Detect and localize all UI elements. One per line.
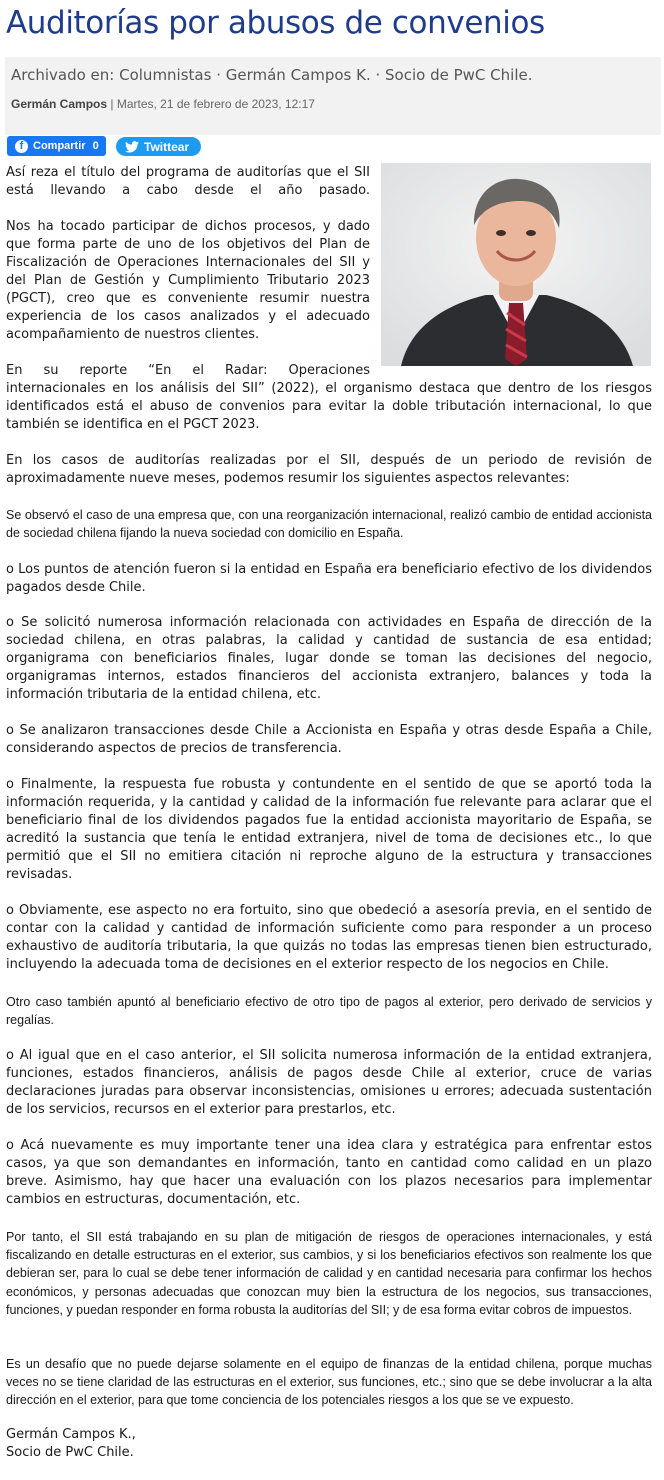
publish-date: Martes, 21 de febrero de 2023, 12:17 xyxy=(116,97,315,111)
paragraph-9: o Finalmente, la respuesta fue robusta y contundente en el sentido de que se aportó toda la información requerida, y la cantidad y calidad de la información fue relevante para aclarar que el beneficiario final de los dividendos pagados fue la entidad accionista mayoritario de España, se acreditó la sustancia que tenía le entidad extranjera, nivel de toma de decisiones etc., lo que permitió que el SII no emitiera citación ni reproche alguno de la estructura y transacciones revisadas. xyxy=(6,777,652,882)
twitter-share-label: Twittear xyxy=(144,139,190,154)
paragraph-13: o Acá nuevamente es muy importante tener una idea clara y estratégica para enfrentar estos casos, ya que son demandantes en información, tanto en cantidad como calidad en un plazo breve. Asimismo, hay que hacer una evaluación con los plazos necesarios para implementar cambios en estructuras, documentación, etc. xyxy=(6,1138,652,1207)
paragraph-11: Otro caso también apuntó al beneficiario efectivo de otro tipo de pagos al exterior, pero derivado de servicios y regalías. xyxy=(6,995,652,1028)
signature-role: Socio de PwC Chile. xyxy=(6,1445,134,1460)
paragraph-8: o Se analizaron transacciones desde Chile a Accionista en España y otras desde España a Chile, considerando aspectos de precios de transferencia. xyxy=(6,723,652,756)
paragraph-10: o Obviamente, ese aspecto no era fortuito, sino que obedeció a asesoría previa, en el sentido de contar con la calidad y cantidad de información suficiente como para responder a un proceso exhaustivo de auditoría tributaria, la que quizás no todas las empresas tienen bien estructurado, incluyendo la adecuada toma de decisiones en el exterior respecto de los negocios en Chile. xyxy=(6,903,652,972)
twitter-bird-icon xyxy=(125,141,139,153)
facebook-share-label: Compartir xyxy=(33,140,86,152)
author-name[interactable]: Germán Campos xyxy=(11,97,108,111)
paragraph-2: Nos ha tocado participar de dichos procesos, y dado que forma parte de uno de los objetivos del Plan de Fiscalización de Operaciones Internacionales del SII y del Plan de Gestión y Cumplimiento Tributario 2023 (PGCT), creo que es conveniente resumir nuestra experiencia de los casos analizados y el adecuado acompañamiento de nuestros clientes. xyxy=(6,219,370,342)
facebook-icon: f xyxy=(15,140,28,153)
byline: Germán Campos | Martes, 21 de febrero de 2023, 12:17 xyxy=(11,97,315,111)
facebook-share-button[interactable] xyxy=(7,136,106,156)
page-title: Auditorías por abusos de convenios xyxy=(6,5,545,41)
paragraph-3b: internacionales en los análisis del SII” (2022), el organismo destaca que dentro de los riesgos identificados está el abuso de convenios para evitar la doble tributación internacional, lo que también se identifica en el PGCT 2023. xyxy=(6,381,652,432)
archive-categories[interactable]: Archivado en: Columnistas · Germán Campos K. · Socio de PwC Chile. xyxy=(11,66,533,84)
paragraph-1: Así reza el título del programa de auditorías que el SII está llevando a cabo desde el año pasado. xyxy=(6,165,370,198)
author-photo xyxy=(381,163,651,366)
paragraph-15: Es un desafío que no puede dejarse solamente en el equipo de finanzas de la entidad chilena, porque muchas veces no se tiene claridad de las estructuras en el exterior, sus funciones, etc.; sino que se debe involucrar a la alta dirección en el exterior, para que tome conciencia de los potenciales riesgos a los que se ve expuesto. xyxy=(6,1357,652,1408)
paragraph-14: Por tanto, el SII está trabajando en su plan de mitigación de riesgos de operaciones internacionales, y está fiscalizando en detalle estructuras en el exterior, sus cambios, y si los beneficiarios efectivos son realmente los que debieran ser, para lo cual se debe tener información de calidad y en cantidad necesaria para confirmar los hechos económicos, y personas adecuadas que conozcan muy bien la estructura de los negocios, sus transacciones, funciones, y puedan responder en forma robusta la auditorías del SII; y de esa forma evitar cobros de impuestos. xyxy=(6,1230,652,1317)
paragraph-5: Se observó el caso de una empresa que, con una reorganización internacional, realizó cambio de entidad accionista de sociedad chilena fijando la nueva sociedad con domicilio en España. xyxy=(6,508,652,541)
paragraph-4: En los casos de auditorías realizadas por el SII, después de un periodo de revisión de aproximadamente nueve meses, podemos resumir los siguientes aspectos relevantes: xyxy=(6,453,652,486)
paragraph-3a: En su reporte “En el Radar: Operaciones xyxy=(6,363,370,378)
paragraph-12: o Al igual que en el caso anterior, el SII solicita numerosa información de la entidad extranjera, funciones, estados financieros, análisis de pagos desde Chile al exterior, cruce de varias declaraciones juradas para observar inconsistencias, omisiones u errores; adecuada sustentación de los servicios, recursos en el exterior para prestarlos, etc. xyxy=(6,1048,652,1117)
twitter-share-button[interactable] xyxy=(116,137,201,156)
signature-name: Germán Campos K., xyxy=(6,1427,136,1442)
facebook-share-count: 0 xyxy=(92,140,99,152)
paragraph-6: o Los puntos de atención fueron si la entidad en España era beneficiario efectivo de los dividendos pagados desde Chile. xyxy=(6,562,652,595)
paragraph-7: o Se solicitó numerosa información relacionada con actividades en España de dirección de la sociedad chilena, en otras palabras, la calidad y cantidad de sustancia de esa entidad; organigrama con beneficiarios finales, lugar donde se toman las decisiones del negocio, organigramas internos, estados financieros del accionista extranjero, balances y toda la información tributaria de la entidad chilena, etc. xyxy=(6,615,652,702)
